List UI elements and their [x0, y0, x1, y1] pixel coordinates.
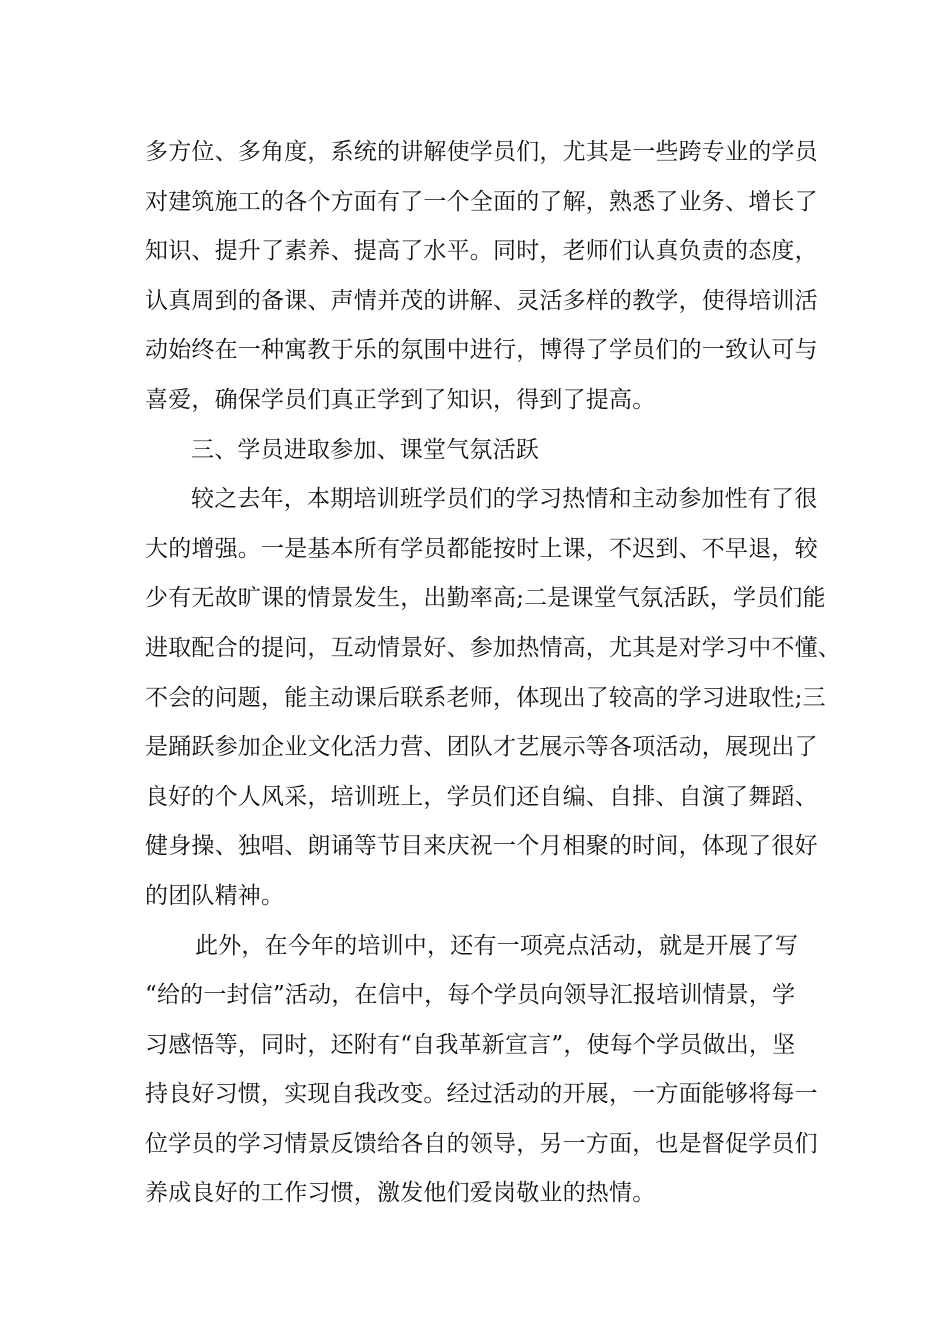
paragraph-line: 知识、提升了素养、提高了水平。同时，老师们认真负责的态度，	[145, 238, 818, 265]
paragraph-line: 喜爱，确保学员们真正学到了知识，得到了提高。	[145, 386, 656, 413]
paragraph-line: “给的一封信”活动，在信中，每个学员向领导汇报培训情景，学	[145, 982, 796, 1009]
paragraph-line: 位学员的学习情景反馈给各自的领导，另一方面，也是督促学员们	[145, 1130, 818, 1157]
paragraph-line: 动始终在一种寓教于乐的氛围中进行，博得了学员们的一致认可与	[145, 337, 818, 364]
section-heading: 三、学员进取参加、课堂气氛活跃	[191, 436, 539, 463]
paragraph-line: 不会的问题，能主动课后联系老师，体现出了较高的学习进取性;三	[145, 684, 826, 711]
paragraph-line: 良好的个人风采，培训班上，学员们还自编、自排、自演了舞蹈、	[145, 783, 818, 810]
paragraph-line: 健身操、独唱、朗诵等节目来庆祝一个月相聚的时间，体现了很好	[145, 833, 818, 860]
paragraph-line: 认真周到的备课、声情并茂的讲解、灵活多样的教学，使得培训活	[145, 287, 818, 314]
paragraph-line: 大的增强。一是基本所有学员都能按时上课，不迟到、不早退，较	[145, 535, 818, 562]
paragraph-line: 习感悟等，同时，还附有“自我革新宣言”，使每个学员做出，坚	[145, 1031, 796, 1058]
paragraph-line: 持良好习惯，实现自我改变。经过活动的开展，一方面能够将每一	[145, 1081, 818, 1108]
paragraph-line: 少有无故旷课的情景发生，出勤率高;二是课堂气氛活跃，学员们能	[145, 585, 826, 612]
document-body	[145, 128, 841, 1219]
paragraph-line: 是踊跃参加企业文化活力营、团队才艺展示等各项活动，展现出了	[145, 734, 818, 761]
paragraph-line: 的团队精神。	[145, 882, 285, 909]
paragraph-line: 养成良好的工作习惯，激发他们爱岗敬业的热情。	[145, 1180, 656, 1207]
paragraph-line: 进取配合的提问，互动情景好、参加热情高，尤其是对学习中不懂、	[145, 634, 841, 661]
paragraph-line: 较之去年，本期培训班学员们的学习热情和主动参加性有了很	[191, 486, 818, 513]
paragraph-line: 此外，在今年的培训中，还有一项亮点活动，就是开展了写	[195, 932, 799, 959]
paragraph-line: 对建筑施工的各个方面有了一个全面的了解，熟悉了业务、增长了	[145, 188, 818, 215]
paragraph-line: 多方位、多角度，系统的讲解使学员们，尤其是一些跨专业的学员	[145, 139, 818, 165]
